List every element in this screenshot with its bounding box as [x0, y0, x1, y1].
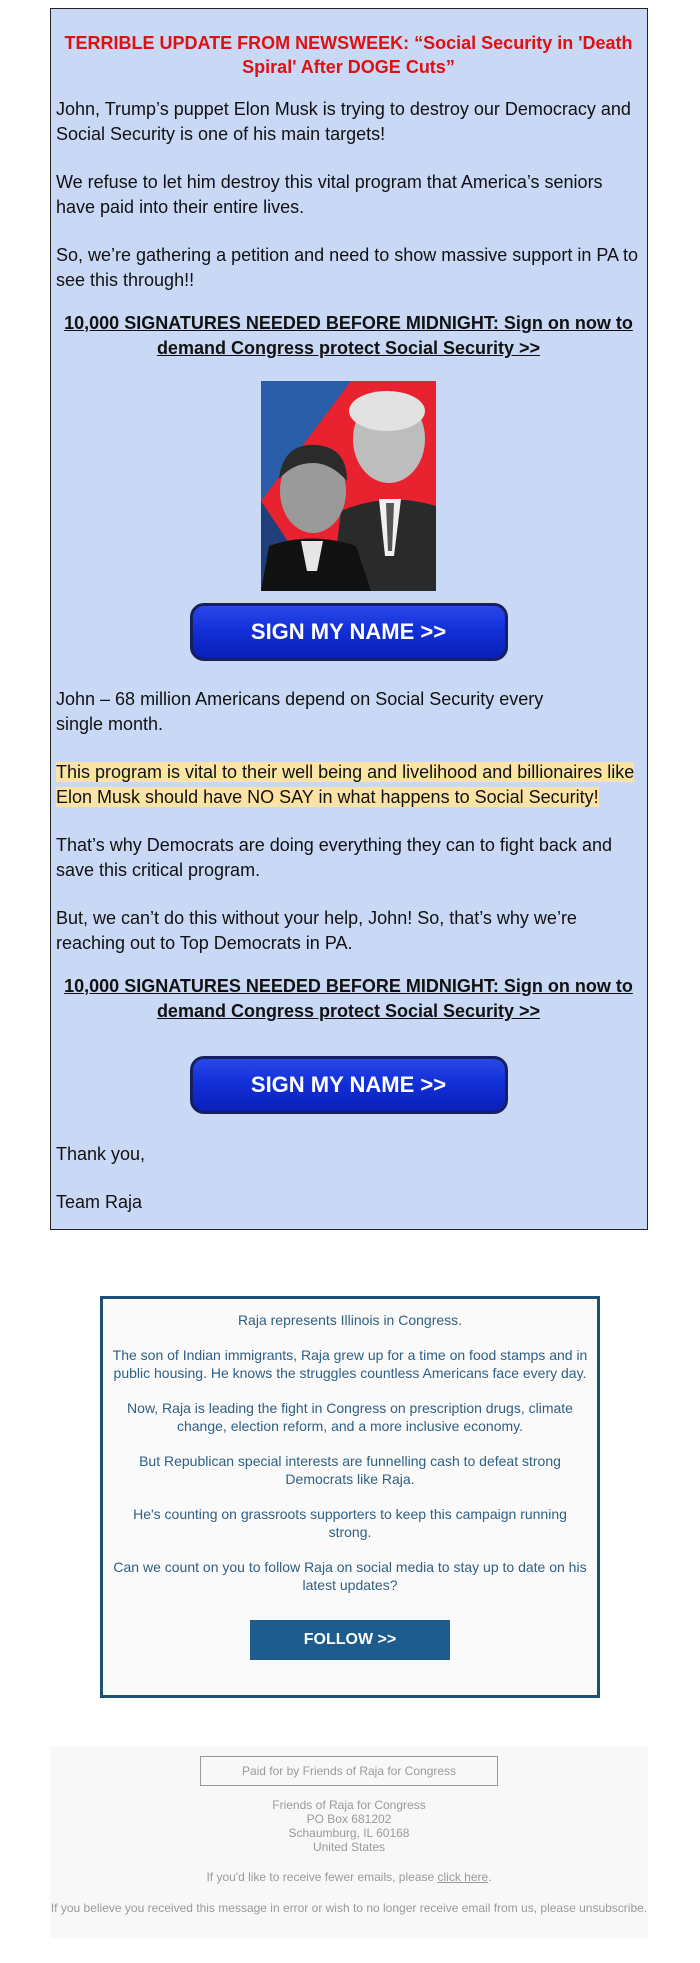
bio-paragraph-1: Raja represents Illinois in Congress. [237, 1312, 463, 1328]
paragraph-3: So, we’re gathering a petition and need to show massive support in PA to see this through!! [56, 245, 639, 290]
sign-my-name-button[interactable]: SIGN MY NAME >> [190, 603, 508, 661]
musk-trump-photo[interactable] [261, 381, 436, 591]
bio-paragraph-5: He's counting on grassroots supporters to keep this campaign running strong. [133, 1506, 567, 1540]
sign-my-name-button-2[interactable]: SIGN MY NAME >> [190, 1056, 508, 1114]
paragraph-5 [56, 760, 641, 810]
paragraph-4-line-2: single month. [56, 714, 164, 734]
fewer-emails-suffix: . [488, 1870, 492, 1884]
mailing-address [50, 1798, 648, 1854]
fewer-emails-text [50, 1870, 648, 1884]
bio-paragraph-6: Can we count on you to follow Raja on social media to stay up to date on his latest updates? [113, 1559, 587, 1593]
paragraph-1: John, Trump’s puppet Elon Musk is trying to destroy our Democracy and Social Security is one of his main targets! [56, 99, 631, 144]
fewer-emails-prefix: If you'd like to receive fewer emails, please [206, 1870, 438, 1884]
sign-off: Thank you, [56, 1144, 146, 1164]
fewer-emails-link[interactable]: click here [437, 1870, 489, 1884]
petition-link[interactable]: 10,000 SIGNATURES NEEDED BEFORE MIDNIGHT: Sign on now to demand Congress protect Social Security >> [64, 313, 633, 358]
headline: TERRIBLE UPDATE FROM NEWSWEEK: “Social Security in 'Death Spiral' After DOGE Cuts” [64, 33, 633, 77]
petition-link-2[interactable]: 10,000 SIGNATURES NEEDED BEFORE MIDNIGHT: Sign on now to demand Congress protect Social Security >> [64, 976, 633, 1021]
bio-paragraph-2: The son of Indian immigrants, Raja grew up for a time on food stamps and in public housing. He knows the struggles countless Americans face every day. [112, 1347, 588, 1381]
paid-for-disclaimer: Paid for by Friends of Raja for Congress [200, 1756, 498, 1786]
address-line: Friends of Raja for Congress [272, 1798, 426, 1812]
bio-box [100, 1296, 600, 1698]
address-line: United States [312, 1840, 386, 1854]
unsubscribe-text[interactable]: If you believe you received this message in error or wish to no longer receive email from us, please unsubscribe. [50, 1901, 648, 1915]
paragraph-4 [56, 687, 641, 737]
paragraph-6: That’s why Democrats are doing everything they can to fight back and save this critical program. [56, 835, 612, 880]
footer [50, 1746, 648, 1938]
email-body [50, 8, 648, 1230]
signature: Team Raja [56, 1192, 143, 1212]
paragraph-4-line-1: John – 68 million Americans depend on Social Security every [56, 689, 544, 709]
bio-paragraph-4: But Republican special interests are funnelling cash to defeat strong Democrats like Raja. [139, 1453, 561, 1487]
paragraph-7: But, we can’t do this without your help, John! So, that’s why we’re reaching out to Top Democrats in PA. [56, 908, 577, 953]
address-line: PO Box 681202 [306, 1812, 392, 1826]
paragraph-2: We refuse to let him destroy this vital program that America’s seniors have paid into their entire lives. [56, 172, 603, 217]
photo-illustration [261, 381, 436, 591]
address-line: Schaumburg, IL 60168 [288, 1826, 410, 1840]
highlighted-text: This program is vital to their well being and livelihood and billionaires like Elon Musk should have NO SAY in what happens to Social Security! [56, 762, 635, 807]
follow-button[interactable]: FOLLOW >> [250, 1620, 450, 1660]
bio-paragraph-3: Now, Raja is leading the fight in Congress on prescription drugs, climate change, election reform, and a more inclusive economy. [127, 1400, 573, 1434]
